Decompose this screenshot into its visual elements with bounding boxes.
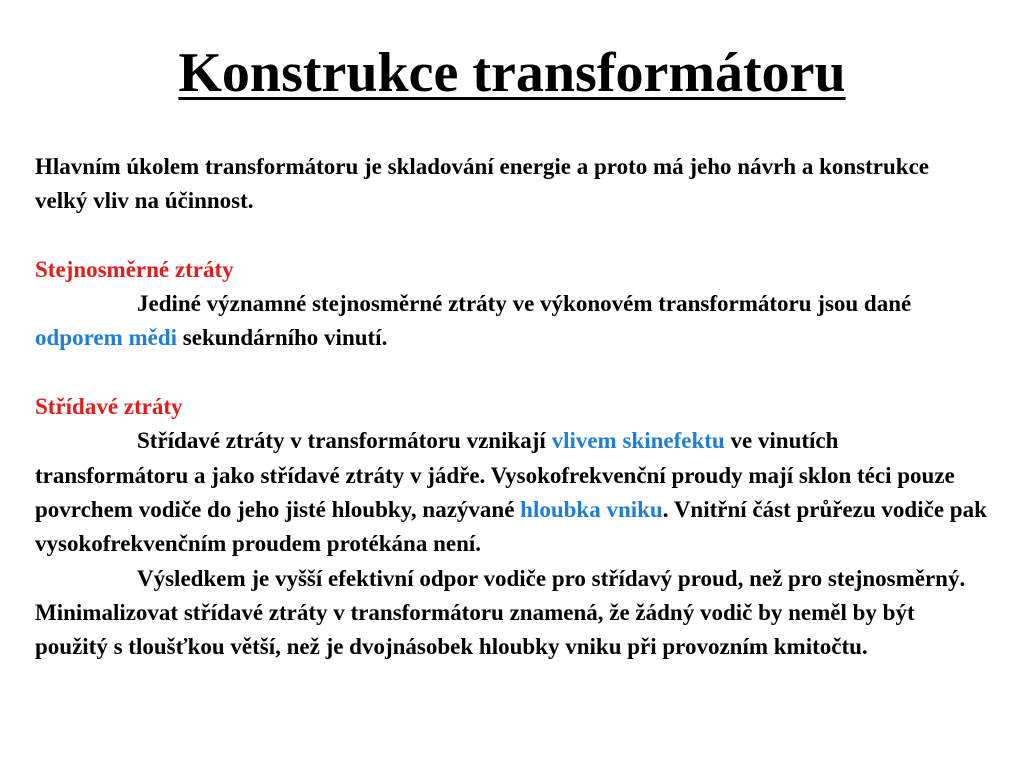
- spacer: [35, 219, 987, 253]
- slide-title: [0, 38, 1024, 108]
- ac-losses-paragraph-1: [35, 424, 987, 561]
- spacer: [35, 356, 987, 390]
- ac-highlight-skin-effect: vlivem skinefektu: [551, 428, 725, 454]
- ac-text-part1: Střídavé ztráty v transformátoru vznikají: [137, 428, 552, 454]
- ac-text-part3: . Vnitřní část průřezu vodiče pak vysokofrekvenčním proudem protékána není.: [35, 496, 987, 557]
- ac-losses-heading: Střídavé ztráty: [35, 394, 183, 420]
- slide-body: [35, 150, 987, 664]
- intro-paragraph: Hlavním úkolem transformátoru je skladování energie a proto má jeho návrh a konstrukce velký vliv na účinnost.: [35, 154, 930, 214]
- ac-highlight-penetration-depth: hloubka vniku: [520, 496, 663, 522]
- slide-title-text: Konstrukce transformátoru: [178, 42, 846, 104]
- dc-losses-paragraph: [35, 287, 987, 356]
- ac-text-part2: ve vinutích transformátoru a jako střídavé ztráty v jádře. Vysokofrekvenční proudy mají sklon téci pouze povrchem vodiče do jeho jisté hloubky, nazývané: [35, 428, 955, 522]
- ac-losses-paragraph-2: Výsledkem je vyšší efektivní odpor vodiče pro střídavý proud, než pro stejnosměrný. Minimalizovat střídavé ztráty v transformátoru znamená, že žádný vodič by neměl by být použitý s tloušťkou větší, než je dvojnásobek hloubky vniku při provozním kmitočtu.: [35, 565, 966, 660]
- dc-text-after: sekundárního vinutí.: [177, 325, 388, 351]
- dc-highlight-copper-resistance: odporem mědi: [35, 325, 178, 351]
- dc-losses-heading: Stejnosměrné ztráty: [35, 256, 234, 282]
- dc-text-before: Jediné významné stejnosměrné ztráty ve výkonovém transformátoru jsou dané: [137, 291, 912, 317]
